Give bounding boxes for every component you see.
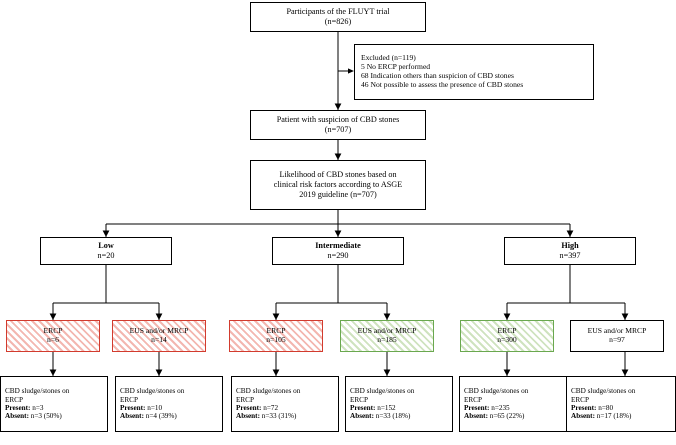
node-procedure-6 — [570, 320, 664, 352]
node-procedure-1 — [6, 320, 100, 352]
result-3-absent-label: Absent: — [236, 412, 260, 421]
excluded-line-4: 46 Not possible to assess the presence of CBD stones — [361, 79, 524, 89]
result-5-absent-value: n=65 (22%) — [487, 412, 525, 421]
result-1-present-value: n=3 — [30, 404, 44, 412]
result-3-absent-value: n=33 (31%) — [259, 412, 297, 421]
procedure-5-count: n=300 — [497, 335, 517, 344]
procedure-4-label: EUS and/or MRCP — [357, 326, 417, 336]
result-4-absent-value: n=33 (18%) — [373, 412, 411, 421]
node-procedure-3 — [229, 320, 323, 352]
procedure-2-label: EUS and/or MRCP — [129, 326, 189, 336]
procedure-2-count: n=14 — [151, 335, 167, 344]
result-6-present-value: n=80 — [596, 404, 614, 412]
result-1-absent-value: n=3 (50%) — [28, 412, 62, 421]
result-2-absent-value: n=4 (39%) — [143, 412, 177, 421]
result-2-header-1: CBD sludge/stones on — [120, 387, 185, 396]
result-2-absent-label: Absent: — [120, 412, 144, 421]
result-4-header-1: CBD sludge/stones on — [350, 387, 415, 396]
result-4-present-label: Present: — [350, 404, 376, 412]
result-3-header-2: ERCP — [236, 395, 254, 404]
result-2-present-value: n=10 — [145, 404, 163, 412]
procedure-4-count: n=185 — [377, 335, 397, 344]
result-1-present-label: Present: — [5, 404, 31, 412]
node-category-high — [504, 237, 636, 265]
result-1-header-1: CBD sludge/stones on — [5, 387, 70, 396]
result-3-header-1: CBD sludge/stones on — [236, 387, 301, 396]
node-category-intermediate — [272, 237, 404, 265]
suspicion-line-1: Patient with suspicion of CBD stones — [276, 115, 400, 125]
result-3-present-value: n=72 — [261, 404, 279, 412]
node-result-5 — [459, 376, 567, 432]
node-suspicion — [250, 110, 426, 140]
category-high-count: n=397 — [559, 251, 581, 260]
node-likelihood — [250, 160, 426, 210]
node-result-4 — [345, 376, 453, 432]
participants-line-1: Participants of the FLUYT trial — [286, 7, 390, 17]
result-5-present-label: Present: — [464, 404, 490, 412]
node-procedure-5 — [460, 320, 554, 352]
result-6-absent-label: Absent: — [571, 412, 595, 421]
procedure-1-count: n=6 — [47, 335, 59, 344]
category-high-label: High — [561, 241, 579, 251]
result-6-header-2: ERCP — [571, 395, 589, 404]
result-6-present-label: Present: — [571, 404, 597, 412]
node-result-6 — [566, 376, 676, 432]
excluded-line-2: 5 No ERCP performed — [361, 62, 431, 72]
node-category-low — [40, 237, 172, 265]
procedure-3-count: n=105 — [266, 335, 286, 344]
procedure-5-label: ERCP — [497, 326, 517, 336]
likelihood-line-2: clinical risk factors according to ASGE — [273, 180, 403, 190]
result-5-header-2: ERCP — [464, 395, 482, 404]
result-4-header-2: ERCP — [350, 395, 368, 404]
result-5-present-value: n=235 — [489, 404, 510, 412]
procedure-1-label: ERCP — [43, 326, 63, 336]
node-result-3 — [231, 376, 339, 432]
participants-line-2: (n=826) — [324, 17, 352, 26]
category-low-count: n=20 — [97, 251, 115, 260]
node-excluded — [354, 44, 594, 100]
category-low-label: Low — [98, 241, 114, 251]
excluded-line-1: Excluded (n=119) — [361, 53, 416, 63]
result-2-header-2: ERCP — [120, 395, 138, 404]
likelihood-line-3: 2019 guideline (n=707) — [299, 189, 377, 199]
likelihood-line-1: Likelihood of CBD stones based on — [279, 170, 397, 180]
procedure-3-label: ERCP — [266, 326, 286, 336]
result-6-header-1: CBD sludge/stones on — [571, 387, 636, 396]
node-result-2 — [115, 376, 223, 432]
suspicion-line-2: (n=707) — [324, 125, 352, 134]
node-procedure-4 — [340, 320, 434, 352]
result-4-present-value: n=152 — [375, 404, 396, 412]
result-4-absent-label: Absent: — [350, 412, 374, 421]
procedure-6-count: n=97 — [609, 335, 625, 344]
procedure-6-label: EUS and/or MRCP — [587, 326, 647, 336]
result-2-present-label: Present: — [120, 404, 146, 412]
result-5-absent-label: Absent: — [464, 412, 488, 421]
excluded-line-3: 68 Indication others than suspicion of CBD stones — [361, 71, 514, 80]
category-intermediate-count: n=290 — [327, 251, 349, 260]
result-1-header-2: ERCP — [5, 395, 23, 404]
node-participants — [250, 2, 426, 32]
node-procedure-2 — [112, 320, 206, 352]
result-1-absent-label: Absent: — [5, 412, 29, 421]
result-3-present-label: Present: — [236, 404, 262, 412]
result-6-absent-value: n=17 (18%) — [594, 412, 632, 421]
result-5-header-1: CBD sludge/stones on — [464, 387, 529, 396]
category-intermediate-label: Intermediate — [315, 241, 361, 251]
node-result-1 — [0, 376, 108, 432]
